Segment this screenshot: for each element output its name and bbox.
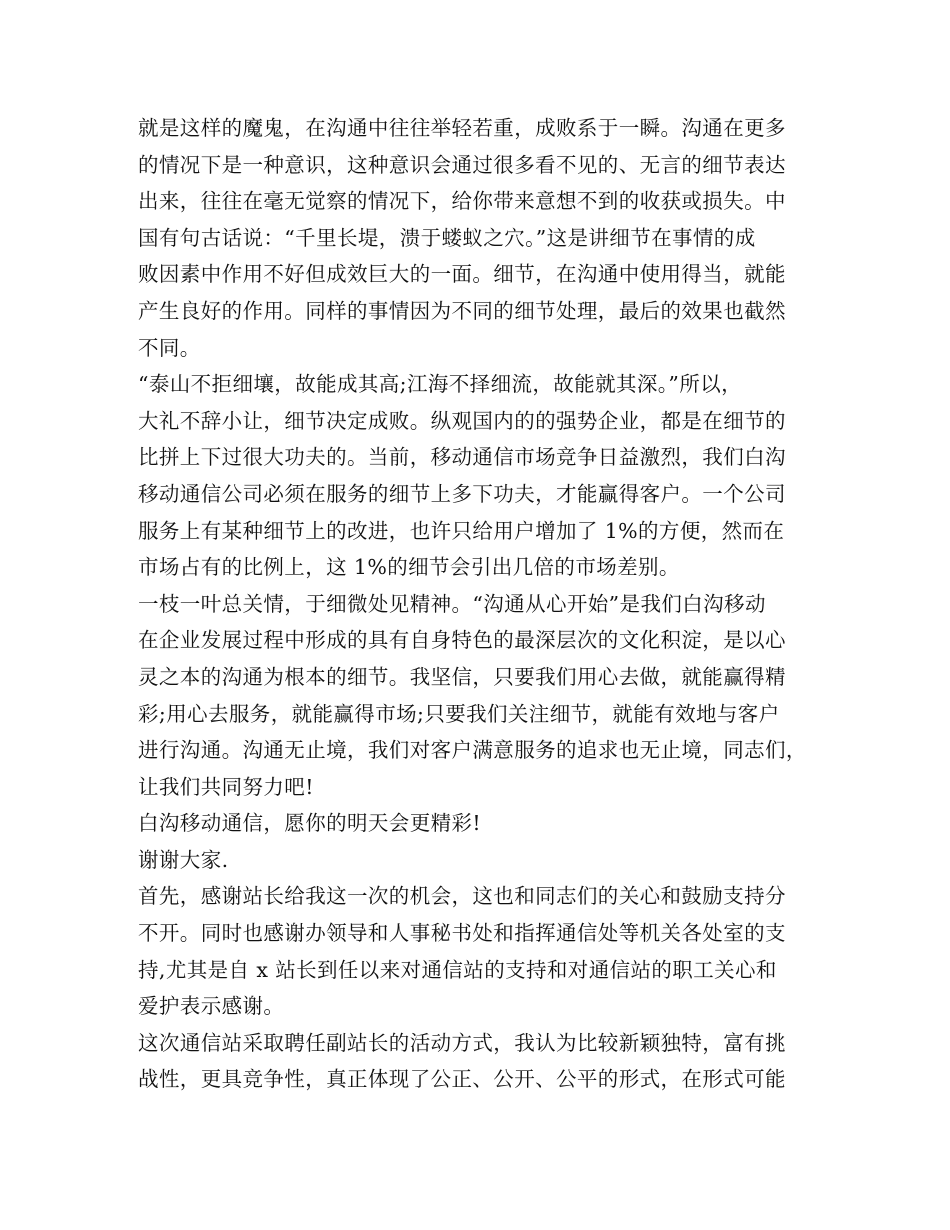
text-line: 比拼上下过很大功夫的。当前，移动通信市场竞争日益激烈，我们白沟 <box>138 445 786 470</box>
text-line: 灵之本的沟通为根本的细节。我坚信，只要我们用心去做，就能赢得精 <box>138 664 786 689</box>
text-line: 产生良好的作用。同样的事情因为不同的细节处理，最后的效果也截然 <box>138 298 786 323</box>
text-line: 不开。同时也感谢办领导和人事秘书处和指挥通信处等机关各处室的支 <box>138 921 786 946</box>
text-line: 让我们共同努力吧! <box>138 774 314 799</box>
text-line: 首先，感谢站长给我这一次的机会，这也和同志们的关心和鼓励支持分 <box>138 884 786 909</box>
text-line: 爱护表示感谢。 <box>138 994 285 1019</box>
text-line: “泰山不拒细壤，故能成其高;江海不择细流，故能就其深。”所以， <box>138 372 743 397</box>
text-line: 出来，往往在毫无觉察的情况下，给你带来意想不到的收获或损失。中 <box>138 189 786 214</box>
text-line: 大礼不辞小让，细节决定成败。纵观国内的的强势企业，都是在细节的 <box>138 408 786 433</box>
text-line: 市场占有的比例上，这 1%的细节会引出几倍的市场差别。 <box>138 555 680 580</box>
text-line: 一枝一叶总关情，于细微处见精神。“沟通从心开始”是我们白沟移动 <box>138 591 766 616</box>
text-line: 不同。 <box>138 335 201 360</box>
text-line: 进行沟通。沟通无止境，我们对客户满意服务的追求也无止境，同志们， <box>138 738 807 763</box>
text-line: 国有句古话说：“千里长堤，溃于蝼蚁之穴。”这是讲细节在事情的成 <box>138 225 756 250</box>
text-line: 的情况下是一种意识，这种意识会通过很多看不见的、无言的细节表达 <box>138 152 786 177</box>
text-line: 败因素中作用不好但成效巨大的一面。细节，在沟通中使用得当，就能 <box>138 262 786 287</box>
text-line: 在企业发展过程中形成的具有自身特色的最深层次的文化积淀，是以心 <box>138 628 786 653</box>
text-line: 白沟移动通信，愿你的明天会更精彩! <box>138 811 482 836</box>
text-line: 彩;用心去服务，就能赢得市场;只要我们关注细节，就能有效地与客户 <box>138 701 780 726</box>
text-line: 持,尤其是自 x 站长到任以来对通信站的支持和对通信站的职工关心和 <box>138 957 777 982</box>
text-line: 战性，更具竞争性，真正体现了公正、公开、公平的形式，在形式可能 <box>138 1067 786 1092</box>
text-line: 就是这样的魔鬼，在沟通中往往举轻若重，成败系于一瞬。沟通在更多 <box>138 116 786 140</box>
text-line: 移动通信公司必须在服务的细节上多下功夫，才能赢得客户。一个公司 <box>138 481 786 506</box>
text-line: 这次通信站采取聘任副站长的活动方式，我认为比较新颖独特，富有挑 <box>138 1030 786 1055</box>
text-line: 谢谢大家. <box>138 847 229 872</box>
document-body <box>138 110 828 1098</box>
text-line: 服务上有某种细节上的改进，也许只给用户增加了 1%的方便，然而在 <box>138 518 785 543</box>
